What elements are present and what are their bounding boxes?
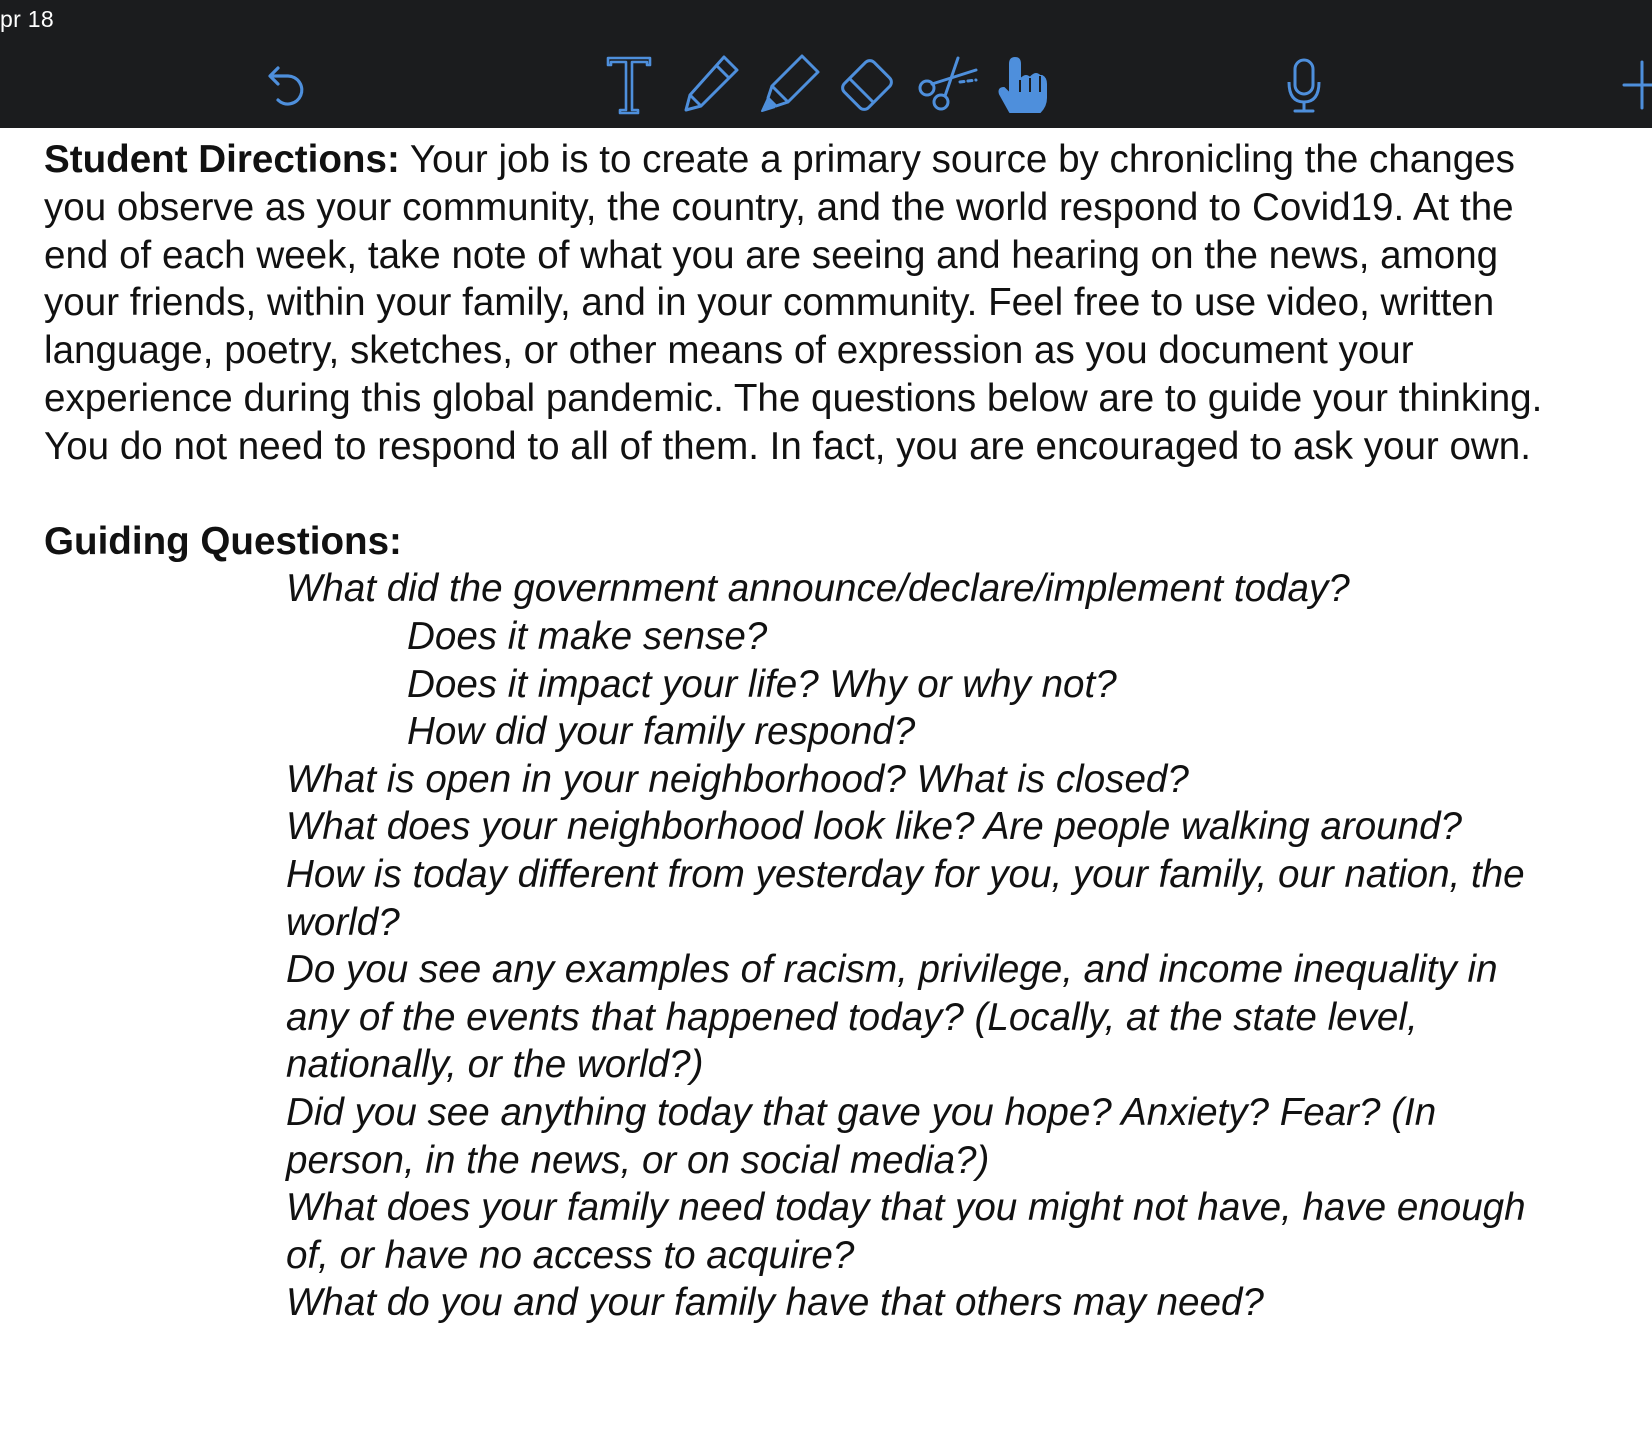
text-tool-icon[interactable]: [606, 56, 652, 114]
hand-pointer-icon[interactable]: [996, 54, 1048, 114]
question-line: Does it make sense?: [407, 614, 768, 658]
question-line: world?: [286, 900, 400, 944]
question-line: What did the government announce/declare/implement today?: [286, 567, 1350, 611]
question-line: person, in the news, or on social media?): [286, 1138, 990, 1182]
question-line: What does your neighborhood look like? Are people walking around?: [286, 805, 1462, 849]
student-directions: [44, 136, 1644, 471]
directions-line: you observe as your community, the country, and the world respond to Covid19. At the: [44, 185, 1514, 229]
add-icon[interactable]: [1624, 60, 1652, 110]
directions-line: your friends, within your family, and in your community. Feel free to use video, written: [44, 281, 1495, 325]
highlighter-icon[interactable]: [758, 54, 820, 114]
question-line: How did your family respond?: [407, 710, 916, 754]
toolbar: [0, 0, 1652, 128]
document-page: [44, 136, 1644, 1327]
guiding-questions-heading: Guiding Questions:: [44, 519, 402, 563]
microphone-icon[interactable]: [1286, 58, 1322, 114]
directions-line: language, poetry, sketches, or other means of expression as you document your: [44, 329, 1414, 373]
question-line: of, or have no access to acquire?: [286, 1233, 855, 1277]
question-line: Does it impact your life? Why or why not?: [407, 662, 1117, 706]
directions-line: Student Directions: Your job is to create a primary source by chronicling the changes: [44, 138, 1515, 181]
question-line: What is open in your neighborhood? What is closed?: [286, 757, 1189, 801]
directions-line: experience during this global pandemic. The questions below are to guide your thinking.: [44, 376, 1543, 420]
pen-icon[interactable]: [680, 54, 740, 114]
guiding-questions-list: [44, 565, 1644, 1327]
question-line: What does your family need today that you might not have, have enough: [286, 1186, 1526, 1230]
question-line: nationally, or the world?): [286, 1043, 704, 1087]
question-line: How is today different from yesterday for you, your family, our nation, the: [286, 852, 1525, 896]
status-date: pr 18: [0, 6, 54, 32]
question-line: What do you and your family have that others may need?: [286, 1281, 1264, 1325]
directions-line: You do not need to respond to all of them. In fact, you are encouraged to ask your own.: [44, 424, 1531, 468]
eraser-icon[interactable]: [836, 56, 898, 112]
undo-icon[interactable]: [268, 62, 308, 108]
question-line: Do you see any examples of racism, privilege, and income inequality in: [286, 948, 1498, 992]
question-line: Did you see anything today that gave you hope? Anxiety? Fear? (In: [286, 1090, 1437, 1134]
directions-label: Student Directions:: [44, 138, 400, 181]
question-line: any of the events that happened today? (Locally, at the state level,: [286, 995, 1418, 1039]
scissors-icon[interactable]: [916, 56, 980, 112]
directions-line: end of each week, take note of what you are seeing and hearing on the news, among: [44, 233, 1499, 277]
